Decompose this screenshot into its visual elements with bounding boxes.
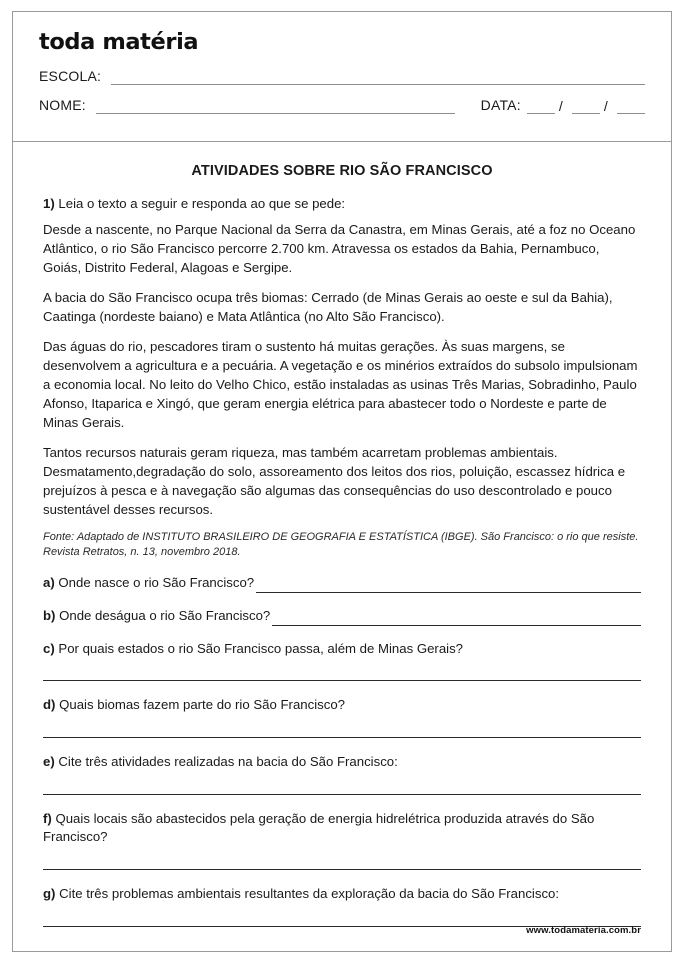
question-f [43,810,641,847]
question-e-label: Cite três atividades realizadas na bacia do São Francisco: [58,754,398,770]
question-f-marker: f) [43,810,52,826]
question-e-answer-line[interactable] [43,774,641,795]
source-citation: Fonte: Adaptado de INSTITUTO BRASILEIRO DE GEOGRAFIA E ESTATÍSTICA (IBGE). São Francisco: o rio que resiste. Revista Retratos, n. 13, novembro 2018. [43,530,639,558]
data-slash-1: / [558,97,563,114]
question-f-answer-line[interactable] [43,849,641,870]
question-g-marker: g) [43,886,56,902]
data-month-input-line[interactable] [572,102,600,114]
question-e [43,753,641,772]
nome-label: NOME: [39,96,86,113]
question-c-text [43,640,641,659]
question-b-label: Onde deságua o rio São Francisco? [59,607,271,623]
question-b-marker: b) [43,607,56,623]
question-d-label: Quais biomas fazem parte do rio São Francisco? [59,697,345,713]
question-b-text [43,607,270,626]
lead-number: 1) [43,196,55,211]
nome-data-field-row [39,97,645,114]
question-e-marker: e) [43,754,55,770]
worksheet-header [13,12,671,142]
text-paragraph-3: Das águas do rio, pescadores tiram o sustento há muitas gerações. Às suas margens, se desenvolvem a agricultura e a pecuária. A vegetação e os minérios extraídos do subsolo impulsionam a economia local. No leito do Velho Chico, estão instaladas as usinas Três Marias, Sobradinho, Paulo Afonso, Itaparica e Xingó, que geram energia elétrica para abastecer todo o Nordeste e parte de Minas Gerais. [43,338,638,430]
text-paragraph-2: A bacia do São Francisco ocupa três biomas: Cerrado (de Minas Gerais ao oeste e sul da Bahia), Caatinga (nordeste baiano) e Mata Atlântica (no Alto São Francisco). [43,289,613,324]
question-c [43,640,641,659]
data-day-input-line[interactable] [527,102,555,114]
question-d-marker: d) [43,697,56,713]
question-a-text [43,574,254,593]
text-paragraph-4: Tantos recursos naturais geram riqueza, mas também acarretam problemas ambientais. Desmatamento,degradação do solo, assoreamento dos leitos dos rios, poluição, escassez hídrica e prejuízos à pesca e à navegação são algumas das consequências do uso descontrolado e pouco sustentável desses recursos. [43,444,626,517]
question-d-answer-line[interactable] [43,717,641,738]
question-f-label: Quais locais são abastecidos pela geração de energia hidrelétrica produzida através do São Francisco? [43,810,595,845]
question-a-marker: a) [43,575,55,591]
question-d-text [43,696,641,715]
nome-input-line[interactable] [96,102,455,114]
data-year-input-line[interactable] [617,102,645,114]
worksheet-body [13,142,671,952]
worksheet-page [12,11,672,952]
question-g-text [43,885,641,904]
question-a-answer-line[interactable] [256,579,641,593]
data-label: DATA: [480,96,521,113]
escola-label: ESCOLA: [39,67,102,84]
question-e-text [43,753,641,772]
data-field-group [481,97,645,114]
escola-field-row [39,68,645,85]
question-g-label: Cite três problemas ambientais resultantes da exploração da bacia do São Francisco: [59,886,560,902]
question-g-answer-line[interactable] [43,906,641,927]
question-c-marker: c) [43,640,55,656]
text-paragraph-1: Desde a nascente, no Parque Nacional da Serra da Canastra, em Minas Gerais, até a foz no Oceano Atlântico, o rio São Francisco percorre 2.700 km. Atravessa os estados da Bahia, Pernambuco, Goiás, Distrito Federal, Alagoas e Sergipe. [43,221,636,275]
data-slash-2: / [603,97,608,114]
question-f-text [43,810,641,847]
question-c-answer-line[interactable] [43,660,641,681]
escola-input-line[interactable] [111,73,645,85]
lead-text: Leia o texto a seguir e responda ao que se pede: [58,196,346,211]
lead-instruction [43,195,641,214]
question-b-answer-line[interactable] [272,612,641,626]
question-a [43,574,641,593]
question-d [43,696,641,715]
question-b [43,607,641,626]
brand-logo: toda matéria [39,29,199,55]
question-a-label: Onde nasce o rio São Francisco? [58,575,255,591]
footer-website: www.todamateria.com.br [526,925,641,936]
question-c-label: Por quais estados o rio São Francisco passa, além de Minas Gerais? [58,640,464,656]
page-title: ATIVIDADES SOBRE RIO SÃO FRANCISCO [191,163,493,179]
question-g [43,885,641,904]
